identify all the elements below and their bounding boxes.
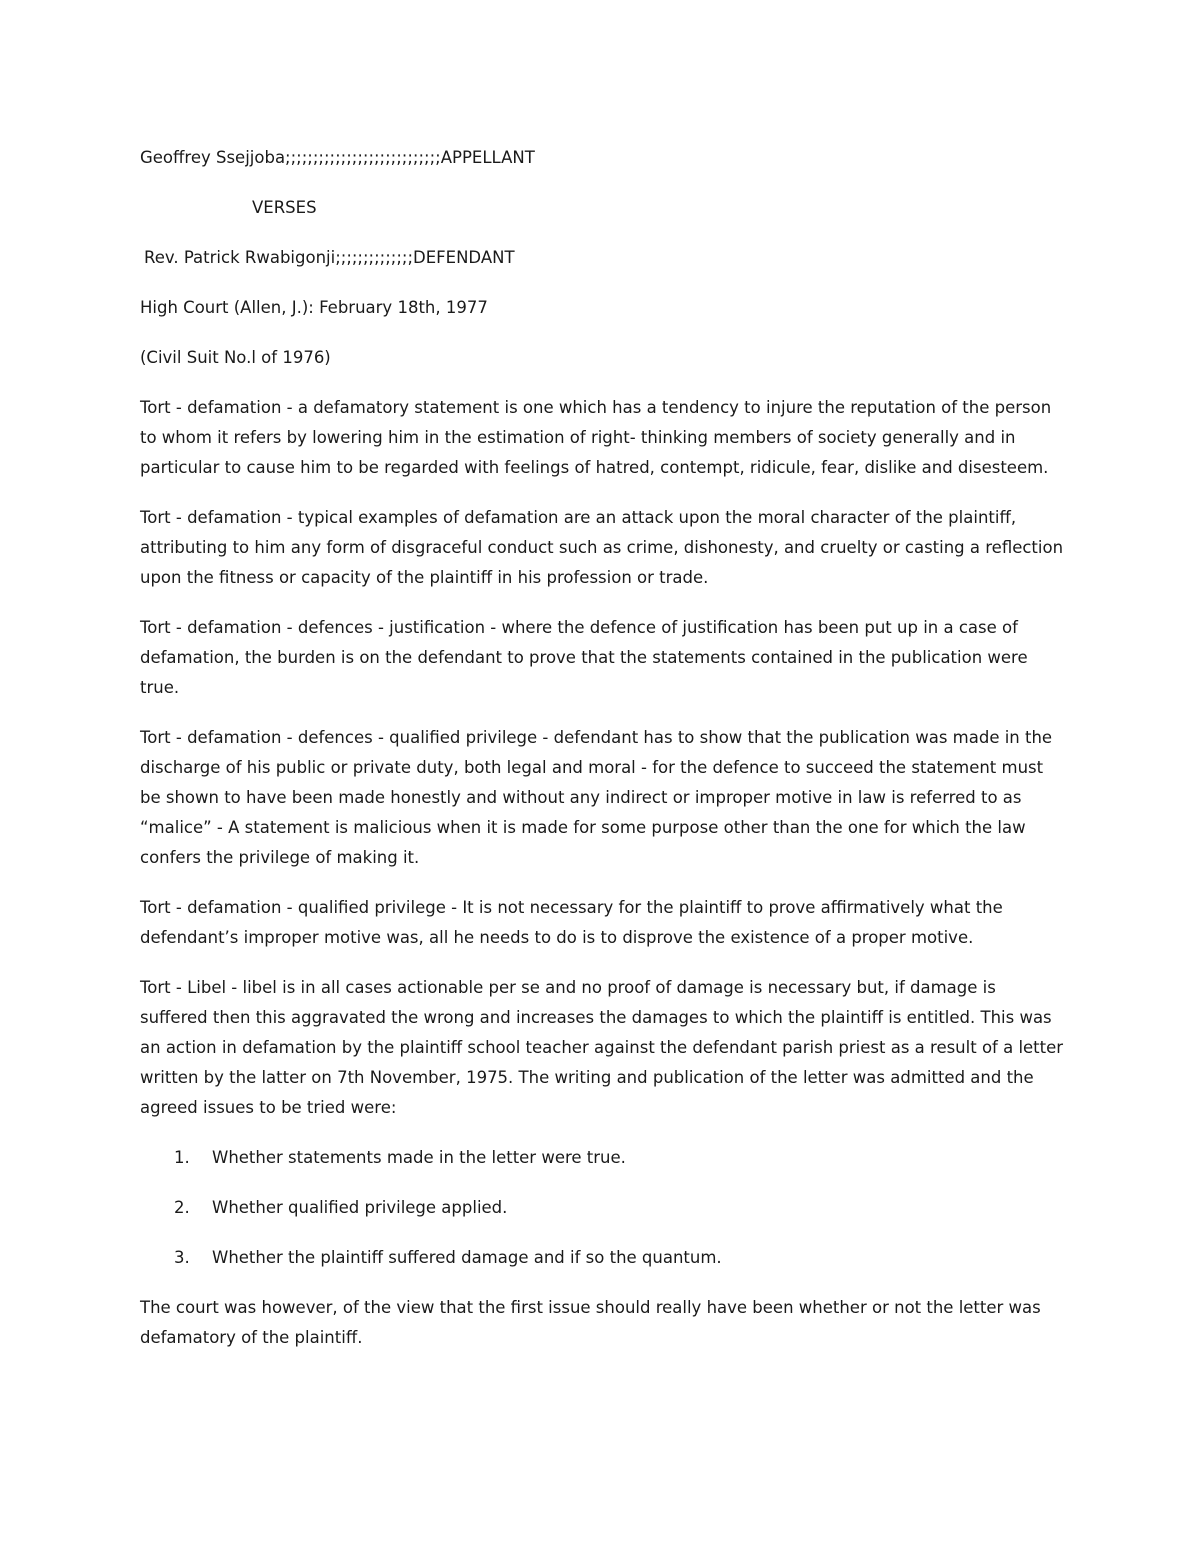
defendant-line: Rev. Patrick Rwabigonji;;;;;;;;;;;;;;DEFENDANT [144,248,515,267]
verses-line: VERSES [252,198,317,217]
paragraph-closing: The court was however, of the view that the first issue should really have been whether or not the letter was defamatory of the plaintiff. [140,1298,1041,1347]
list-number: 2. [174,1198,190,1217]
paragraph-definition: Tort - defamation - a defamatory statement is one which has a tendency to injure the reputation of the person to whom it refers by lowering him in the estimation of right- thinking members of society generally and in particular to cause him to be regarded with feelings of hatred, contempt, ridicule, fear, dislike and disesteem. [140,398,1052,477]
paragraph-qualified-privilege: Tort - defamation - defences - qualified privilege - defendant has to show that the publication was made in the discharge of his public or private duty, both legal and moral - for the defence to succeed the statement must be shown to have been made honestly and without any indirect or improper motive in law is referred to as “malice” - A statement is malicious when it is made for some purpose other than the one for which the law confers the privilege of making it. [140,728,1053,867]
list-text: Whether qualified privilege applied. [212,1198,508,1217]
paragraph-examples: Tort - defamation - typical examples of defamation are an attack upon the moral character of the plaintiff, attributing to him any form of disgraceful conduct such as crime, dishonesty, and cruelty or casting a reflection upon the fitness or capacity of the plaintiff in his profession or trade. [140,508,1064,587]
list-number: 1. [174,1148,190,1167]
list-text: Whether the plaintiff suffered damage and if so the quantum. [212,1248,722,1267]
paragraph-improper-motive: Tort - defamation - qualified privilege - It is not necessary for the plaintiff to prove affirmatively what the defendant’s improper motive was, all he needs to do is to disprove the existence of a proper motive. [140,898,1003,947]
paragraph-libel: Tort - Libel - libel is in all cases actionable per se and no proof of damage is necessary but, if damage is suffered then this aggravated the wrong and increases the damages to which the plaintiff is entitled. This was an action in defamation by the plaintiff school teacher against the defendant parish priest as a result of a letter written by the latter on 7th November, 1975. The writing and publication of the letter was admitted and the agreed issues to be tried were: [140,978,1064,1117]
document-body [140,143,1065,1373]
suit-line: (Civil Suit No.l of 1976) [140,348,331,367]
list-text: Whether statements made in the letter were true. [212,1148,626,1167]
list-item [140,1143,1065,1173]
paragraph-justification: Tort - defamation - defences - justification - where the defence of justification has been put up in a case of defamation, the burden is on the defendant to prove that the statements contained in the publication were true. [140,618,1028,697]
list-item [140,1243,1065,1273]
court-line: High Court (Allen, J.): February 18th, 1977 [140,298,488,317]
list-number: 3. [174,1248,190,1267]
appellant-line: Geoffrey Ssejjoba;;;;;;;;;;;;;;;;;;;;;;;;;;;;APPELLANT [140,148,535,167]
list-item [140,1193,1065,1223]
